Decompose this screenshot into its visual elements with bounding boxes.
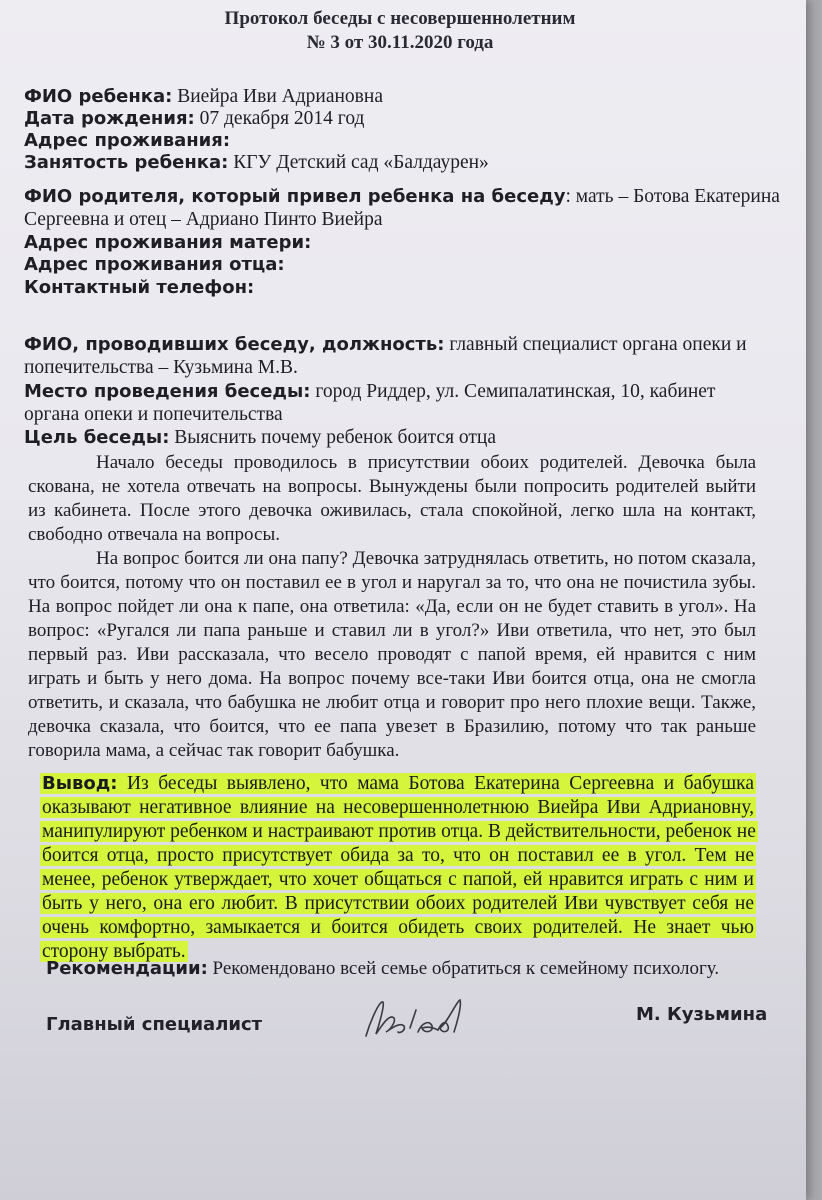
purpose-label: Цель беседы: [24,427,170,448]
purpose-value: Выяснить почему ребенок боится отца [169,427,497,448]
recommendations-text: Рекомендовано всей семье обратиться к семейному психологу. [207,958,720,979]
conclusion-text: Из беседы выявлено, что мама Ботова Екатерина Сергеевна и бабушка оказывают негативное влияние на несовершеннолетнюю Виейра Иви Адриановну, манипулируют ребенком и настраивают против отца. В действительности, ребенок не боится отца, просто присутствует обида за то, что он поставил ее в угол. Тем не менее, ребенок утверждает, что хочет общаться с папой, ей нравится играть с ним и быть у него, она его любит. В присутствии обоих родителей Иви чувствует себя не очень комфортно, замыкается и боится обидеть своих родителей. Не знает чью сторону выбрать. [42,773,756,962]
father-address-label: Адрес проживания отца: [24,254,285,275]
paragraph-2: На вопрос боится ли она папу? Девочка затруднялась ответить, но потом сказала, что боится, потому что он поставил ее в угол и наругал за то, что она не почистила зубы. На вопрос пойдет ли она к папе, она ответила: «Да, если он не будет ставить в угол». На вопрос: «Ругался ли папа раньше и ставил ли в угол?» Иви ответила, что нет, это был первый раз. Иви рассказала, что весело проводят с папой время, ей нравится с ним играть и быть у него дома. На вопрос почему все-таки Иви боится отца, она не смогла ответить, и сказала, что бабушка не любит отца и говорит про него плохие вещи. Также, девочка сказала, что боится, что ее папа увезет в Бразилию, потому что так раньше говорила мама, а сейчас так говорит бабушка. [28,548,756,761]
conversation-body [28,451,756,763]
conclusion-label: Вывод: [42,773,118,794]
father-address-row [24,254,784,276]
conductor-row-continued [24,357,784,379]
parent-row [24,186,784,208]
conductor-value-continued: попечительства – Кузьмина М.В. [24,357,298,378]
signatory-name: М. Кузьмина [636,1004,768,1025]
birth-date-label: Дата рождения: [24,108,195,129]
child-name-label: ФИО ребенка: [24,86,173,107]
handwritten-signature [360,992,480,1048]
address-row [24,130,784,152]
parent-label: ФИО родителя, который привел ребенка на беседу [24,186,566,207]
conclusion-block [40,772,756,964]
parent-row-continued [24,209,784,231]
parent-value: : мать – Ботова Екатерина [565,186,780,207]
occupation-value: КГУ Детский сад «Балдаурен» [228,152,489,173]
recommendations-label: Рекомендации: [46,958,208,979]
place-label: Место проведения беседы: [24,381,311,402]
birth-date-value: 07 декабря 2014 год [194,108,365,129]
conductor-row [24,334,784,356]
document-title: Протокол беседы с несовершеннолетним [224,8,576,29]
place-row-continued [24,404,784,426]
phone-label: Контактный телефон: [24,277,255,298]
conductor-value: главный специалист органа опеки и [444,334,747,355]
place-value: город Риддер, ул. Семипалатинская, 10, кабинет [310,381,716,402]
paragraph-1: Начало беседы проводилось в присутствии обоих родителей. Девочка была скована, не хотела отвечать на вопросы. Вынуждены были попросить родителей выйти из кабинета. После этого девочка оживилась, стала спокойной, легко шла на контакт, свободно отвечала на вопросы. [28,452,756,545]
place-value-continued: органа опеки и попечительства [24,404,283,425]
child-name-value: Виейра Иви Адриановна [172,86,383,107]
purpose-row [24,427,784,449]
parent-value-continued: Сергеевна и отец – Адриано Пинто Виейра [24,209,383,230]
phone-row [24,277,784,299]
child-name-row [24,86,784,108]
signatory-position: Главный специалист [46,1014,263,1035]
birth-date-row [24,108,784,130]
occupation-row [24,152,784,174]
place-row [24,381,784,403]
conclusion-highlight [40,773,758,962]
recommendations-row [46,957,766,981]
conductor-label: ФИО, проводивших беседу, должность: [24,334,445,355]
address-label: Адрес проживания: [24,130,231,151]
document-subtitle: № 3 от 30.11.2020 года [306,32,494,53]
mother-address-row [24,232,784,254]
mother-address-label: Адрес проживания матери: [24,232,312,253]
occupation-label: Занятость ребенка: [24,152,229,173]
